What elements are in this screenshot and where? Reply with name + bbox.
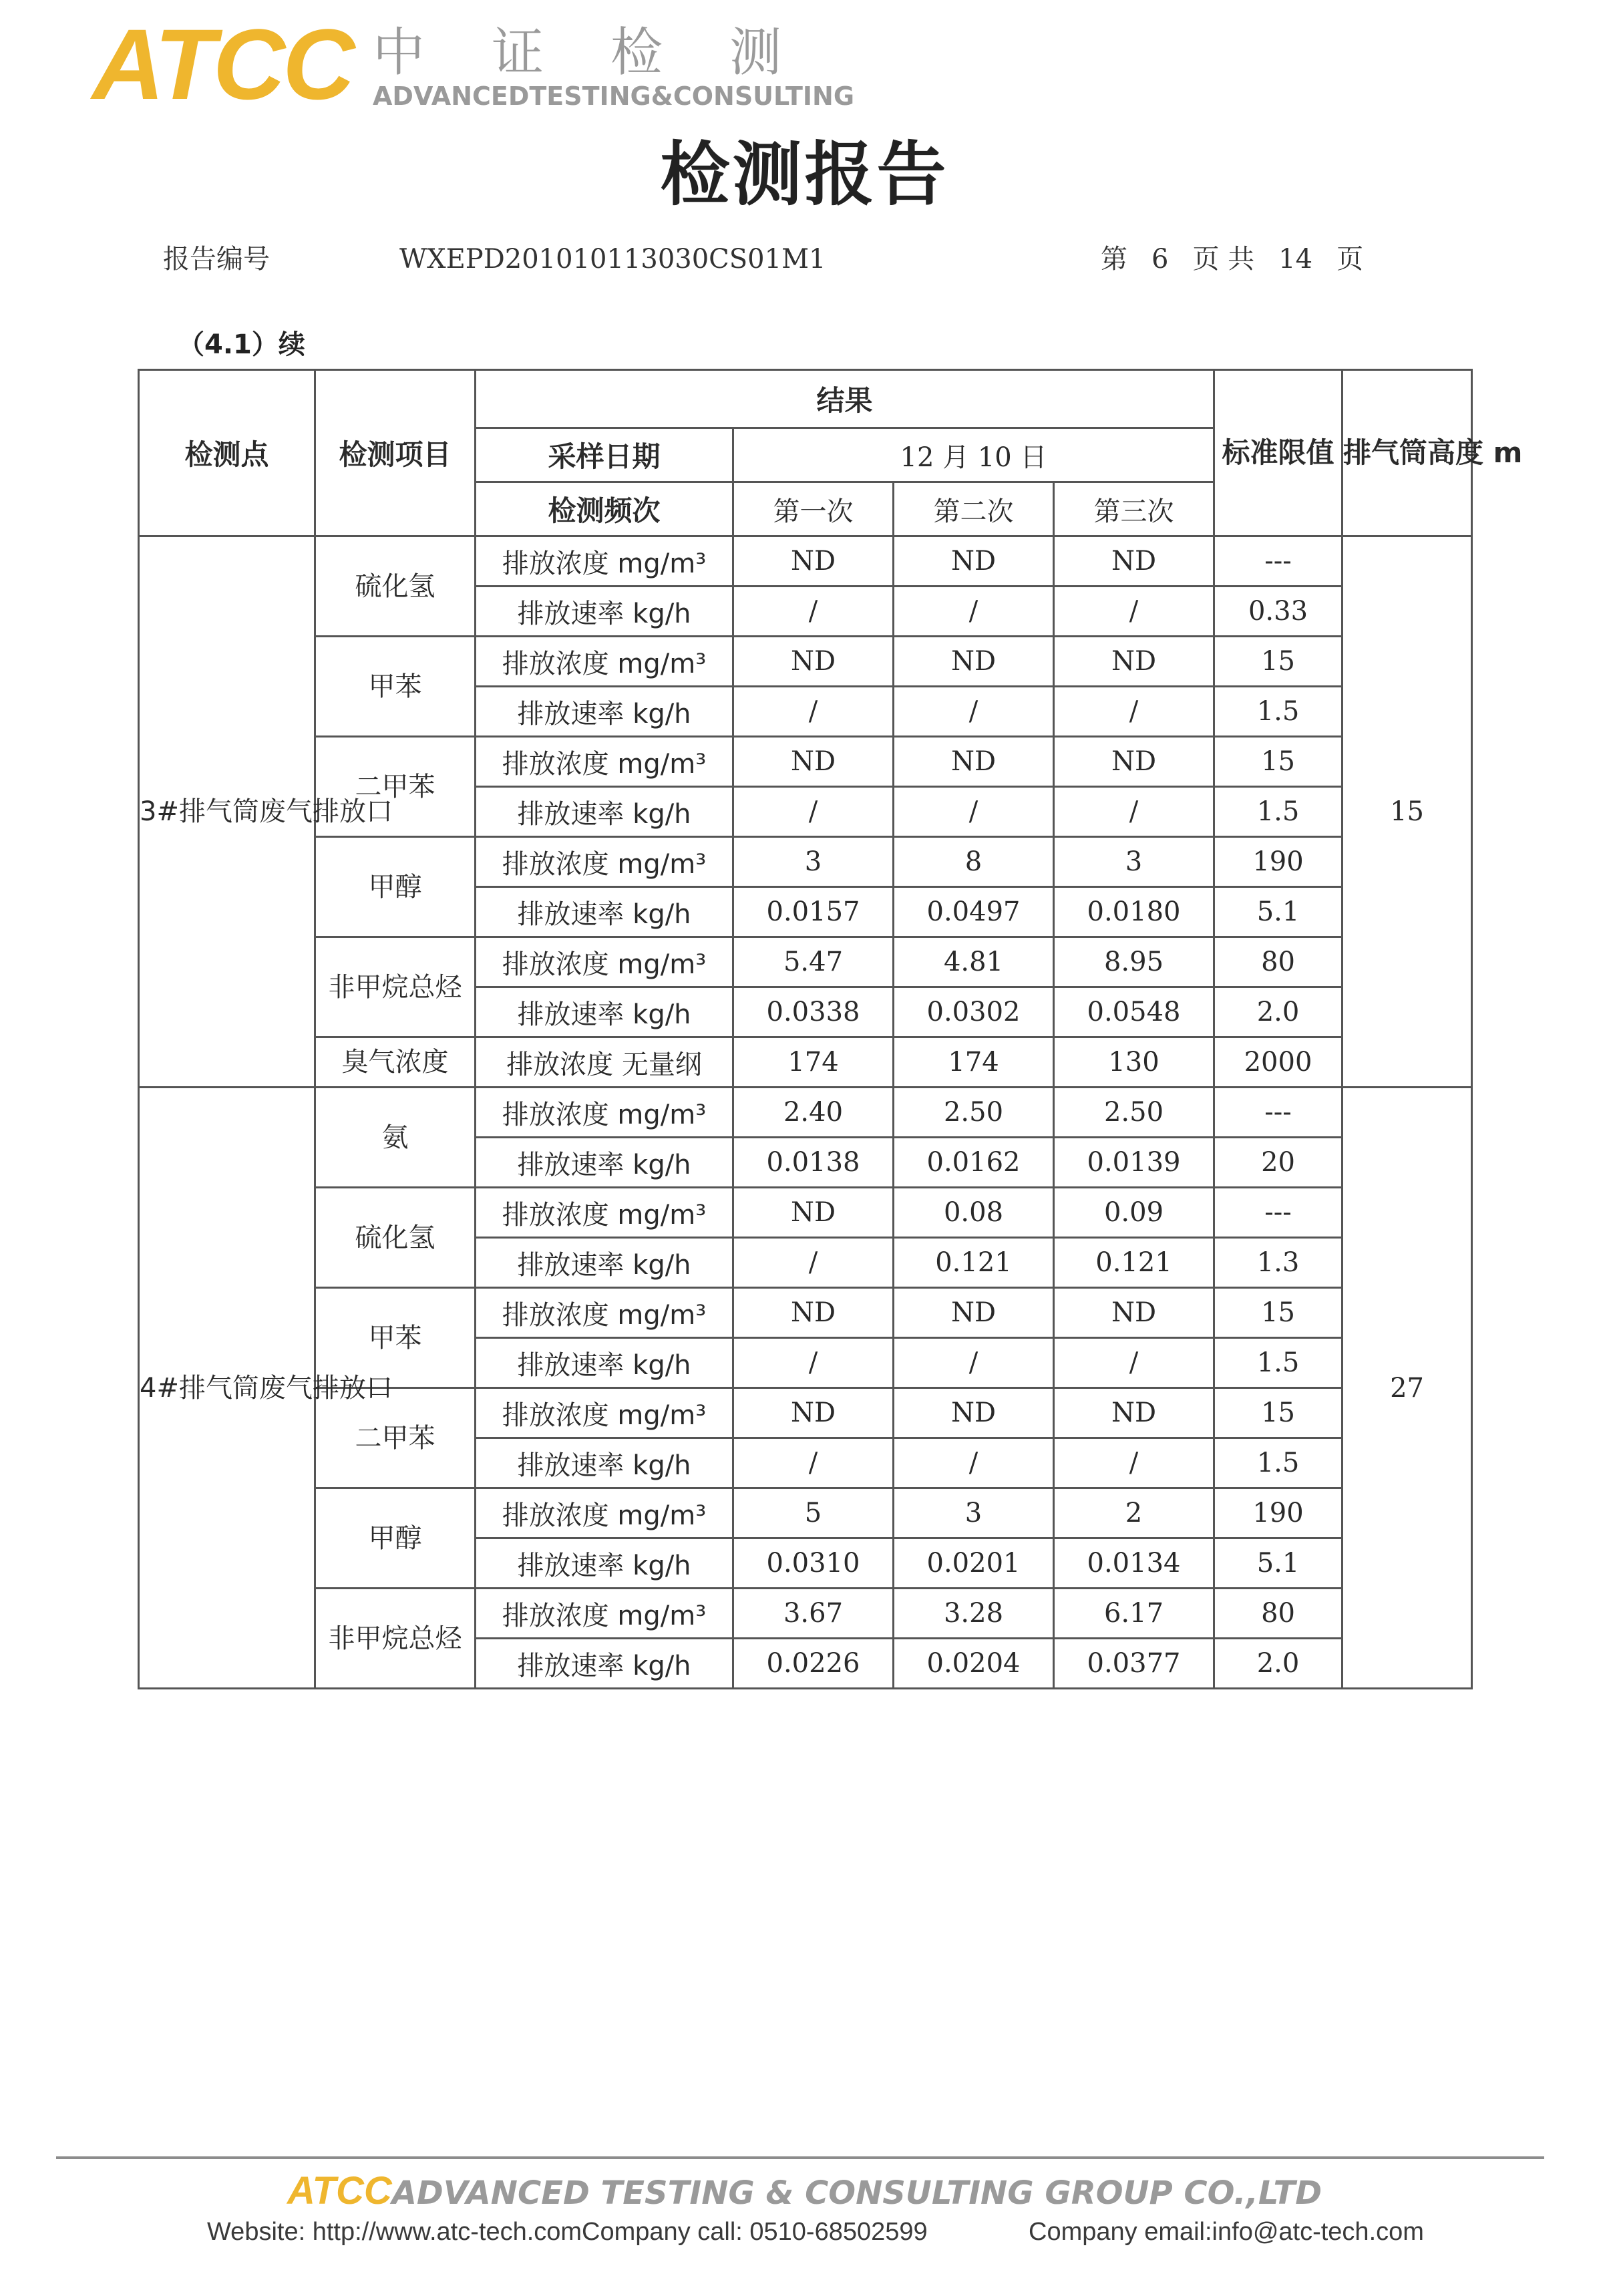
page-total: 14: [1278, 244, 1313, 275]
footer-divider: [56, 2156, 1544, 2159]
cell-parameter: 排放速率 kg/h: [476, 587, 733, 637]
cell-value-run-2: 4.81: [894, 937, 1054, 987]
cell-value-run-1: ND: [733, 637, 894, 687]
cell-value-run-1: 2.40: [733, 1088, 894, 1138]
cell-value-run-3: ND: [1054, 637, 1214, 687]
cell-value-run-2: 0.0204: [894, 1639, 1054, 1689]
cell-value-run-1: 5.47: [733, 937, 894, 987]
cell-parameter: 排放浓度 mg/m³: [476, 937, 733, 987]
cell-limit: 1.5: [1214, 787, 1343, 837]
cell-stack-height: 15: [1343, 536, 1472, 1088]
cell-value-run-1: /: [733, 787, 894, 837]
cell-value-run-2: 0.121: [894, 1238, 1054, 1288]
page-current: 6: [1151, 244, 1169, 275]
cell-item: 硫化氢: [315, 1188, 476, 1288]
cell-limit: 2.0: [1214, 1639, 1343, 1689]
header-point: 检测点: [139, 370, 315, 536]
cell-value-run-1: /: [733, 587, 894, 637]
cell-limit: 5.1: [1214, 1538, 1343, 1589]
cell-point: 3#排气筒废气排放口: [139, 536, 315, 1088]
cell-parameter: 排放速率 kg/h: [476, 887, 733, 937]
cell-parameter: 排放速率 kg/h: [476, 1438, 733, 1488]
logo-chinese-name: 中证检测: [373, 23, 849, 83]
table-row: [139, 737, 1472, 787]
footer-brand-text: ADVANCED TESTING & CONSULTING GROUP CO.,LTD: [391, 2174, 1322, 2212]
section-label: （4.1）续: [178, 329, 305, 360]
cell-value-run-2: /: [894, 1438, 1054, 1488]
cell-value-run-2: /: [894, 787, 1054, 837]
cell-value-run-3: 0.09: [1054, 1188, 1214, 1238]
header-sample-date: 12 月 10 日: [733, 428, 1214, 482]
cell-value-run-3: 0.0548: [1054, 987, 1214, 1037]
cell-value-run-1: 3.67: [733, 1589, 894, 1639]
cell-value-run-1: ND: [733, 1188, 894, 1238]
cell-value-run-1: 0.0138: [733, 1138, 894, 1188]
cell-value-run-3: 2: [1054, 1488, 1214, 1538]
cell-parameter: 排放浓度 无量纲: [476, 1037, 733, 1088]
cell-limit: 80: [1214, 1589, 1343, 1639]
header-limit: 标准限值: [1214, 370, 1343, 536]
cell-point: 4#排气筒废气排放口: [139, 1088, 315, 1689]
cell-value-run-1: /: [733, 1238, 894, 1288]
cell-item: 氨: [315, 1088, 476, 1188]
cell-value-run-2: ND: [894, 637, 1054, 687]
cell-value-run-2: 0.0302: [894, 987, 1054, 1037]
header-frequency-label: 检测频次: [476, 482, 733, 536]
header-item: 检测项目: [315, 370, 476, 536]
cell-limit: 1.5: [1214, 1338, 1343, 1388]
cell-value-run-3: 2.50: [1054, 1088, 1214, 1138]
cell-value-run-2: ND: [894, 737, 1054, 787]
footer-brand-mark-2: C: [363, 2169, 392, 2212]
footer-brand-mark: ATC: [287, 2169, 364, 2212]
cell-value-run-2: 0.0162: [894, 1138, 1054, 1188]
cell-parameter: 排放速率 kg/h: [476, 1538, 733, 1589]
cell-limit: 5.1: [1214, 887, 1343, 937]
footer-email: Company email:info@atc-tech.com: [1029, 2218, 1424, 2246]
cell-value-run-3: /: [1054, 687, 1214, 737]
cell-value-run-2: ND: [894, 1288, 1054, 1338]
cell-limit: 15: [1214, 1388, 1343, 1438]
cell-parameter: 排放速率 kg/h: [476, 1338, 733, 1388]
table-row: [139, 937, 1472, 987]
table-row: [139, 536, 1472, 587]
header-result: 结果: [476, 370, 1214, 428]
cell-value-run-3: 0.0139: [1054, 1138, 1214, 1188]
cell-parameter: 排放浓度 mg/m³: [476, 1188, 733, 1238]
cell-value-run-2: 8: [894, 837, 1054, 887]
page-indicator: [1101, 239, 1387, 279]
cell-limit: ---: [1214, 1088, 1343, 1138]
cell-parameter: 排放浓度 mg/m³: [476, 1288, 733, 1338]
cell-item: 甲苯: [315, 637, 476, 737]
cell-item: 甲苯: [315, 1288, 476, 1388]
cell-parameter: 排放速率 kg/h: [476, 987, 733, 1037]
cell-value-run-3: ND: [1054, 536, 1214, 587]
cell-value-run-2: /: [894, 1338, 1054, 1388]
cell-value-run-2: 0.0201: [894, 1538, 1054, 1589]
results-table: [138, 369, 1523, 1689]
cell-value-run-3: 130: [1054, 1037, 1214, 1088]
cell-limit: 0.33: [1214, 587, 1343, 637]
cell-limit: 1.5: [1214, 687, 1343, 737]
cell-value-run-1: 5: [733, 1488, 894, 1538]
cell-value-run-1: 0.0338: [733, 987, 894, 1037]
cell-value-run-1: ND: [733, 737, 894, 787]
cell-limit: 190: [1214, 1488, 1343, 1538]
cell-value-run-1: ND: [733, 1288, 894, 1338]
cell-item: 非甲烷总烃: [315, 1589, 476, 1689]
logo-brand-text: ATCC: [92, 8, 353, 120]
cell-limit: 20: [1214, 1138, 1343, 1188]
report-number: WXEPD201010113030CS01M1: [399, 244, 826, 275]
cell-value-run-2: /: [894, 687, 1054, 737]
cell-value-run-1: 0.0157: [733, 887, 894, 937]
cell-value-run-1: 0.0226: [733, 1639, 894, 1689]
cell-value-run-2: ND: [894, 1388, 1054, 1438]
cell-parameter: 排放浓度 mg/m³: [476, 1589, 733, 1639]
cell-stack-height: 27: [1343, 1088, 1472, 1689]
cell-parameter: 排放浓度 mg/m³: [476, 737, 733, 787]
header-run-1: 第一次: [733, 482, 894, 536]
cell-parameter: 排放浓度 mg/m³: [476, 1388, 733, 1438]
report-number-label: 报告编号: [163, 244, 270, 275]
table-header: [139, 370, 1523, 536]
page-suffix: 页: [1336, 244, 1364, 275]
cell-parameter: 排放速率 kg/h: [476, 687, 733, 737]
cell-value-run-2: 174: [894, 1037, 1054, 1088]
cell-limit: 15: [1214, 637, 1343, 687]
cell-parameter: 排放浓度 mg/m³: [476, 1488, 733, 1538]
cell-parameter: 排放浓度 mg/m³: [476, 536, 733, 587]
cell-value-run-1: ND: [733, 536, 894, 587]
cell-value-run-3: 6.17: [1054, 1589, 1214, 1639]
cell-parameter: 排放速率 kg/h: [476, 1238, 733, 1288]
cell-value-run-2: ND: [894, 536, 1054, 587]
cell-value-run-1: ND: [733, 1388, 894, 1438]
cell-item: 臭气浓度: [315, 1037, 476, 1088]
cell-value-run-2: 0.08: [894, 1188, 1054, 1238]
cell-value-run-3: /: [1054, 1438, 1214, 1488]
logo-english-name: ADVANCEDTESTING&CONSULTING: [373, 81, 855, 111]
cell-value-run-1: /: [733, 1438, 894, 1488]
company-logo: [92, 8, 894, 120]
cell-limit: ---: [1214, 1188, 1343, 1238]
cell-parameter: 排放速率 kg/h: [476, 1639, 733, 1689]
cell-limit: 2.0: [1214, 987, 1343, 1037]
header-stack-height: 排气筒高度 m: [1343, 370, 1472, 536]
cell-value-run-3: /: [1054, 1338, 1214, 1388]
cell-value-run-3: 0.121: [1054, 1238, 1214, 1288]
table-body: [139, 536, 1472, 1689]
cell-value-run-2: 2.50: [894, 1088, 1054, 1138]
cell-value-run-3: 0.0180: [1054, 887, 1214, 937]
table-row: [139, 837, 1472, 887]
cell-value-run-3: 0.0134: [1054, 1538, 1214, 1589]
cell-item: 甲醇: [315, 1488, 476, 1589]
table-row: [139, 1589, 1472, 1639]
cell-value-run-1: 0.0310: [733, 1538, 894, 1589]
cell-item: 二甲苯: [315, 1388, 476, 1488]
cell-item: 非甲烷总烃: [315, 937, 476, 1037]
cell-parameter: 排放速率 kg/h: [476, 1138, 733, 1188]
page-prefix: 第: [1101, 244, 1127, 275]
cell-limit: 190: [1214, 837, 1343, 887]
header-run-2: 第二次: [894, 482, 1054, 536]
cell-value-run-3: /: [1054, 787, 1214, 837]
table-row: [139, 1037, 1472, 1088]
table-row: [139, 1288, 1472, 1338]
cell-value-run-1: 3: [733, 837, 894, 887]
header-sample-date-label: 采样日期: [476, 428, 733, 482]
cell-value-run-3: /: [1054, 587, 1214, 637]
cell-item: 二甲苯: [315, 737, 476, 837]
cell-limit: 1.5: [1214, 1438, 1343, 1488]
cell-value-run-1: 174: [733, 1037, 894, 1088]
cell-value-run-1: /: [733, 687, 894, 737]
cell-parameter: 排放浓度 mg/m³: [476, 837, 733, 887]
cell-item: 甲醇: [315, 837, 476, 937]
cell-limit: 2000: [1214, 1037, 1343, 1088]
cell-value-run-2: 3.28: [894, 1589, 1054, 1639]
cell-limit: 15: [1214, 1288, 1343, 1338]
document-title: 检测报告: [660, 134, 949, 215]
footer-brand: [0, 2170, 1609, 2215]
cell-parameter: 排放浓度 mg/m³: [476, 637, 733, 687]
table-row: [139, 1188, 1472, 1238]
page-mid: 页 共: [1192, 244, 1255, 275]
cell-value-run-2: 0.0497: [894, 887, 1054, 937]
table-row: [139, 1488, 1472, 1538]
cell-value-run-3: ND: [1054, 737, 1214, 787]
table-row: [139, 1088, 1472, 1138]
cell-limit: 80: [1214, 937, 1343, 987]
cell-parameter: 排放浓度 mg/m³: [476, 1088, 733, 1138]
cell-limit: 1.3: [1214, 1238, 1343, 1288]
cell-value-run-3: ND: [1054, 1388, 1214, 1438]
cell-value-run-2: /: [894, 587, 1054, 637]
table-row: [139, 637, 1472, 687]
cell-value-run-3: 3: [1054, 837, 1214, 887]
cell-value-run-1: /: [733, 1338, 894, 1388]
footer-website-phone: Website: http://www.atc-tech.comCompany call: 0510-68502599: [207, 2218, 928, 2246]
cell-item: 硫化氢: [315, 536, 476, 637]
cell-value-run-2: 3: [894, 1488, 1054, 1538]
cell-limit: ---: [1214, 536, 1343, 587]
cell-value-run-3: ND: [1054, 1288, 1214, 1338]
cell-value-run-3: 8.95: [1054, 937, 1214, 987]
cell-parameter: 排放速率 kg/h: [476, 787, 733, 837]
cell-limit: 15: [1214, 737, 1343, 787]
header-run-3: 第三次: [1054, 482, 1214, 536]
cell-value-run-3: 0.0377: [1054, 1639, 1214, 1689]
